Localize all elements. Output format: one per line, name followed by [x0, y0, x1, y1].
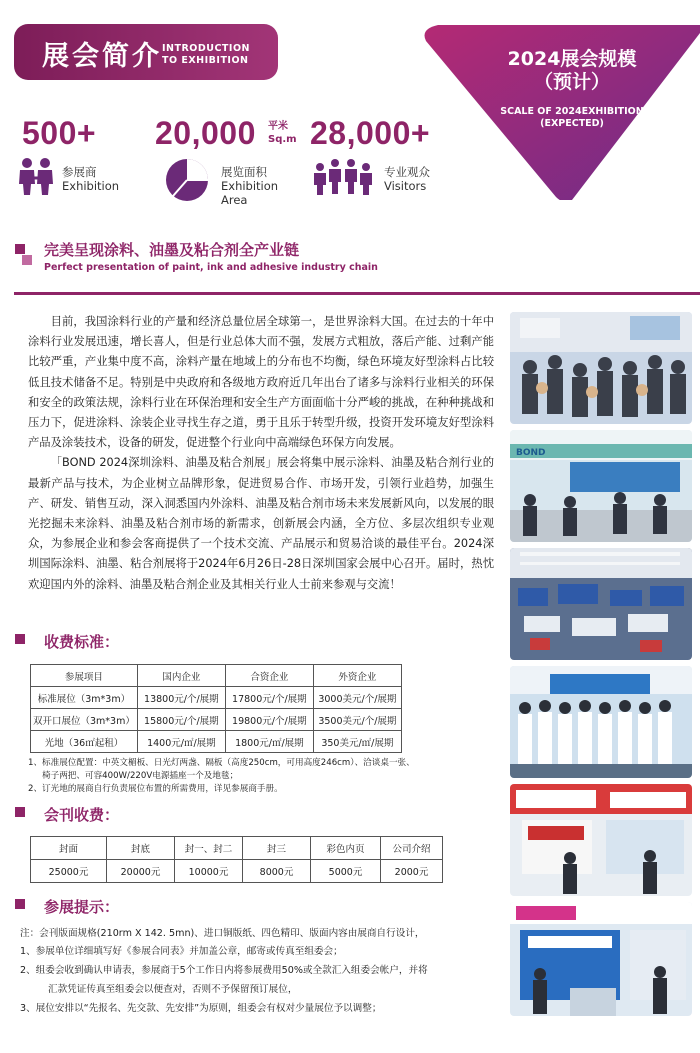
fees-cell: 标准展位（3m*3m） [31, 687, 138, 709]
journal-cell: 20000元 [107, 860, 175, 883]
fees-header-joint: 合资企业 [225, 665, 313, 687]
fees-cell: 双开口展位（3m*3m） [31, 709, 138, 731]
stat-area-unit-en: Sq.m [268, 134, 297, 145]
journal-cell: 25000元 [31, 860, 107, 883]
stat-area-label [221, 165, 278, 207]
stat-exhibitors-label-en: Exhibition [62, 179, 120, 193]
journal-cell: 10000元 [175, 860, 243, 883]
table-row [31, 731, 402, 753]
tips-line: 2、组委会收到确认申请表，参展商于5个工作日内将参展费用50%或全款汇入组委会帐户，并将 [20, 965, 428, 976]
exhibitors-icon [16, 156, 56, 196]
tips-marker [15, 899, 25, 909]
pie-area-icon [164, 157, 210, 203]
journal-table [30, 836, 443, 883]
fees-header-foreign: 外资企业 [313, 665, 401, 687]
group-photo [510, 666, 692, 778]
stat-exhibitors-label-cn: 参展商 [62, 165, 97, 179]
fees-marker [15, 634, 25, 644]
intro-paragraph-2: 「BOND 2024深圳涂料、油墨及粘合剂展」展会将集中展示涂料、油墨及粘合剂行业的最新产品与技术，为企业树立品牌形象，促进贸易合作、市场开发，引领行业趋势，加强生产、研发、销售互动，深入洞悉国内外涂料、油墨及粘合剂市场未来发展新风向，以发展的眼光挖掘未来涂料、油墨及粘合剂市场的新需求，创新展会内涵，全方位、多层次组织专业观众，为参展企业和参会客商提供了一个技术交流、产品展示和贸易洽谈的最佳平台。2024深圳国际涂料、油墨、粘合剂展将于2024年6月26日-28日深圳国家会展中心召开。届时，热忱欢迎国内外的涂料、油墨及粘合剂企业及其相关行业人士前来参观与交流！ [28, 456, 494, 591]
intro-title-en-line2: TO EXHIBITION [162, 55, 249, 66]
stat-area-label-cn: 展览面积 [221, 165, 267, 179]
journal-heading: 会刊收费： [44, 806, 120, 824]
chain-marker [15, 244, 25, 254]
tips-heading: 参展提示： [44, 898, 120, 916]
crowd-photo [510, 312, 692, 424]
fees-cell: 17800元/个/展期 [225, 687, 313, 709]
fees-cell: 1800元/㎡/展期 [225, 731, 313, 753]
journal-cell: 5000元 [311, 860, 381, 883]
entrance-photo [510, 430, 692, 542]
tips-line: 3、展位安排以“先报名、先交款、先安排”为原则，组委会有权对少量展位予以调整； [20, 1003, 382, 1014]
scale-title-line1: 2024展会规模 [507, 48, 637, 70]
journal-header: 彩色内页 [311, 837, 381, 860]
journal-header-row [31, 837, 443, 860]
scale-title [488, 48, 656, 94]
fees-note-1: 1、标准展位配置：中英文楣板、日光灯两盏、隔板（高度250cm，可用高度246cm）、洽谈桌一张、 [28, 758, 415, 768]
visitors-icon [312, 158, 374, 196]
chain-subtitle: Perfect presentation of paint, ink and adhesive industry chain [44, 262, 378, 273]
intro-title-cn: 展会简介 [42, 41, 162, 72]
fees-note-2: 2、订光地的展商自行负责展位布置的所需费用，详见参展商手册。 [28, 784, 283, 794]
journal-header: 封一、封二 [175, 837, 243, 860]
chain-title: 完美呈现涂料、油墨及粘合剂全产业链 [44, 241, 300, 259]
fees-cell: 15800元/个/展期 [137, 709, 225, 731]
scale-subtitle [478, 106, 666, 130]
booth-red-photo [510, 784, 692, 896]
fees-cell: 3500美元/个/展期 [313, 709, 401, 731]
fees-header-domestic: 国内企业 [137, 665, 225, 687]
intro-header-banner [14, 24, 278, 80]
intro-paragraph-1: 目前，我国涂料行业的产量和经济总量位居全球第一，是世界涂料大国。在过去的十年中涂料行业发展迅速，增长喜人，但是行业总体大而不强，发展方式粗放，落后产能、过剩产能比较严重，产业集中度不高，涂料产量在地域上的分布也不均衡，绿色环境友好型涂料占比较低且技术储备不足。特别是中央政府和各级地方政府近几年出台了诸多与涂料行业相关的环保和安全的政策法规，涂料行业在环保治理和安全生产方面面临十分严峻的挑战，在种种挑战和压力下，促进涂料、涂装企业寻找生存之道，勇于且乐于转型升级，投资开发环境友好型涂料产品及涂装技术，设备的研发，促进整个行业向中高端绿色环保方向发展。 [28, 315, 494, 450]
section-divider [14, 292, 700, 295]
stat-area-label-en: Exhibition [221, 179, 279, 193]
fees-header-item: 参展项目 [31, 665, 138, 687]
fees-cell: 350美元/㎡/展期 [313, 731, 401, 753]
booth-blue-photo [510, 902, 692, 1016]
table-row [31, 860, 443, 883]
entrance-sign-text: BOND [516, 448, 546, 458]
stat-area-unit-cn: 平米 [268, 121, 288, 132]
stat-visitors-value: 28,000+ [310, 115, 431, 151]
scale-subtitle-line1: SCALE OF 2024EXHIBITION [500, 106, 644, 117]
intro-title-en [162, 43, 250, 67]
fees-cell: 19800元/个/展期 [225, 709, 313, 731]
stat-area-value: 20,000 [155, 115, 256, 151]
scale-subtitle-line2: (EXPECTED) [540, 118, 604, 129]
stat-area-label-en2: Area [221, 193, 248, 207]
journal-header: 封面 [31, 837, 107, 860]
journal-cell: 2000元 [381, 860, 443, 883]
intro-title-en-line1: INTRODUCTION [162, 43, 250, 54]
stat-exhibitors-value: 500+ [22, 115, 97, 151]
fees-table [30, 664, 402, 753]
fees-cell: 13800元/个/展期 [137, 687, 225, 709]
fees-cell: 3000美元/个/展期 [313, 687, 401, 709]
stat-visitors-label-en: Visitors [384, 179, 427, 193]
stat-exhibitors-label [62, 165, 119, 193]
fees-header-row [31, 665, 402, 687]
intro-body [28, 312, 494, 595]
fees-note-1b: 椅子两把、可容400W/220V电源插座一个及地毯； [42, 771, 239, 781]
journal-header: 封三 [243, 837, 311, 860]
table-row [31, 687, 402, 709]
fees-cell: 光地（36㎡起租） [31, 731, 138, 753]
tips-line: 汇款凭证传真至组委会以便查对，否则不予保留预订展位， [48, 984, 298, 995]
hall-aerial-photo [510, 548, 692, 660]
fees-heading: 收费标准： [44, 633, 120, 651]
stat-visitors-label [384, 165, 430, 193]
journal-header: 封底 [107, 837, 175, 860]
tips-line: 注：会刊版面规格(210rm X 142. 5mn)、进口铜版纸、四色精印、版面内容由展商自行设计， [20, 928, 425, 939]
stat-visitors-label-cn: 专业观众 [384, 165, 430, 179]
journal-marker [15, 807, 25, 817]
scale-title-line2: （预计） [533, 71, 610, 93]
chain-marker-accent [22, 255, 32, 265]
table-row [31, 709, 402, 731]
tips-line: 1、参展单位详细填写好《参展合同表》并加盖公章，邮寄或传真至组委会； [20, 946, 343, 957]
stat-area-unit [268, 120, 297, 146]
journal-cell: 8000元 [243, 860, 311, 883]
fees-cell: 1400元/㎡/展期 [137, 731, 225, 753]
journal-header: 公司介绍 [381, 837, 443, 860]
